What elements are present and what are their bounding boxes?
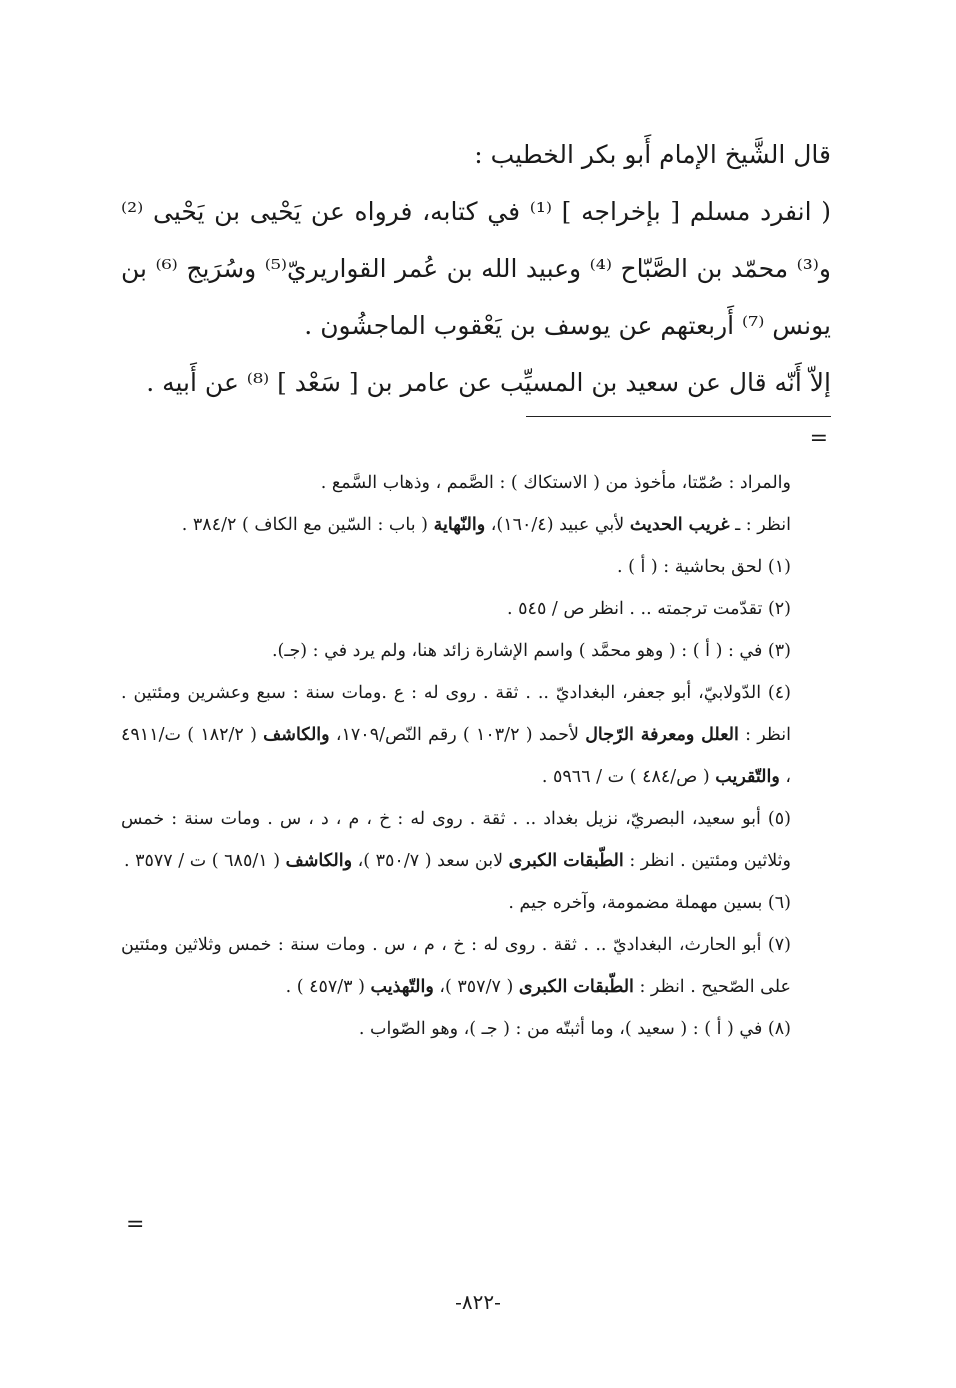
continuation-mark-top: = xyxy=(809,426,828,451)
continuation-mark-bottom: = xyxy=(126,1212,145,1237)
footnote-5: (٥) أبو سعيد، البصريّ، نزيل بغداد .. . ثقة . روى له : خ ، م ، د ، س . ومات سنة : خمس وثلاثين ومئتين . انظر : الطّبقات الكبرى لابن سعد ( ٣٥٠/٧ )، والكاشف ( ٦٨٥/١ ) ت / ٣٥٧٧ . xyxy=(121,809,791,871)
main-paragraph-2: إلاّ أَنّه قال عن سعيد بن المسيِّب عن عامر بن [ سَعْد ] ⁽⁸⁾ عن أَبيه . xyxy=(146,368,831,397)
footnote-2: (٢) تقدّمت ترجمته .. . انظر ص / ٥٤٥ . xyxy=(507,599,791,619)
page-number: -٨٢٢- xyxy=(455,1290,501,1314)
book-title: والتّهذيب xyxy=(370,977,434,997)
footnote-7: (٧) أبو الحارث، البغداديّ .. . ثقة . روى له : خ ، م ، س . ومات سنة : خمس وثلاثين ومئتين على الصّحيح . انظر : الطّبقات الكبرى ( ٣٥٧/٧ )، والتّهذيب ( ٤٥٧/٣ ) . xyxy=(121,935,791,997)
book-title: والتّقريب xyxy=(715,767,780,787)
book-title: والكاشف xyxy=(263,725,330,745)
footnote-3: (٣) في : ( أ ) : ( وهو محمَّد ) واسم الإشارة زائد هنا، ولم يرد في : (جـ). xyxy=(271,641,791,661)
book-title: غريب الحديث xyxy=(629,515,730,535)
book-title: الطّبقات الكبرى xyxy=(518,977,634,997)
main-paragraph: ( انفرد مسلم [ بإخراجه ] ⁽¹⁾ في كتابه، فرواه عن يَحْيى بن يَحْيى ⁽²⁾ و⁽³⁾ محمّد بن الصَّبّاح ⁽⁴⁾ وعبيد الله بن عُمر القواريريّ⁽⁵⁾ وسُرَيج ⁽⁶⁾ بن يونس ⁽⁷⁾ أَربعتهم عن يوسف بن يَعْقوب الماجشُون . xyxy=(121,197,832,340)
main-text xyxy=(121,126,831,411)
footnotes xyxy=(121,462,831,1050)
footnote-6: (٦) بسين مهملة مضمومة، وآخره جيم . xyxy=(508,893,791,913)
footnote-continuation-ref: انظر : ـ غريب الحديث لأبي عبيد (١٦٠/٤)، والنّهاية ( باب : السّين مع الكاف ) ٣٨٤/٢ . xyxy=(181,515,791,535)
footnote-continuation: والمراد : صُمّتا، مأخوذ من ( الاستكاك ) : الصَّمم ، وذهاب السَّمع . xyxy=(320,473,791,493)
book-title: العلل ومعرفة الرّجال xyxy=(585,725,739,745)
book-title: والكاشف xyxy=(285,851,353,871)
footnote-4: (٤) الدّولابيّ، أبو جعفر، البغداديّ .. . ثقة . روى له : ع .ومات سنة : سبع وعشرين ومئتين . انظر : العلل ومعرفة الرّجال لأحمد ( ١٠٣/٢ ) رقم النّص/١٧٠٩، والكاشف ( ١٨٢/٢ ) ت/٤٩١١ ، والتّقريب ( ص/٤٨٤ ) ت / ٥٩٦٦ . xyxy=(121,683,791,787)
book-title: الطّبقات الكبرى xyxy=(508,851,624,871)
footnote-separator xyxy=(526,416,831,417)
footnote-1: (١) لحق بحاشية : ( أ ) . xyxy=(616,557,791,577)
book-title: والنّهاية xyxy=(433,515,486,535)
footnote-8: (٨) في ( أ ) : ( سعيد )، وما أثبتّه من : ( جـ )، وهو الصّواب . xyxy=(358,1019,791,1039)
chapter-heading: قال الشَّيخ الإمام أَبو بكر الخطيب : xyxy=(474,140,831,169)
